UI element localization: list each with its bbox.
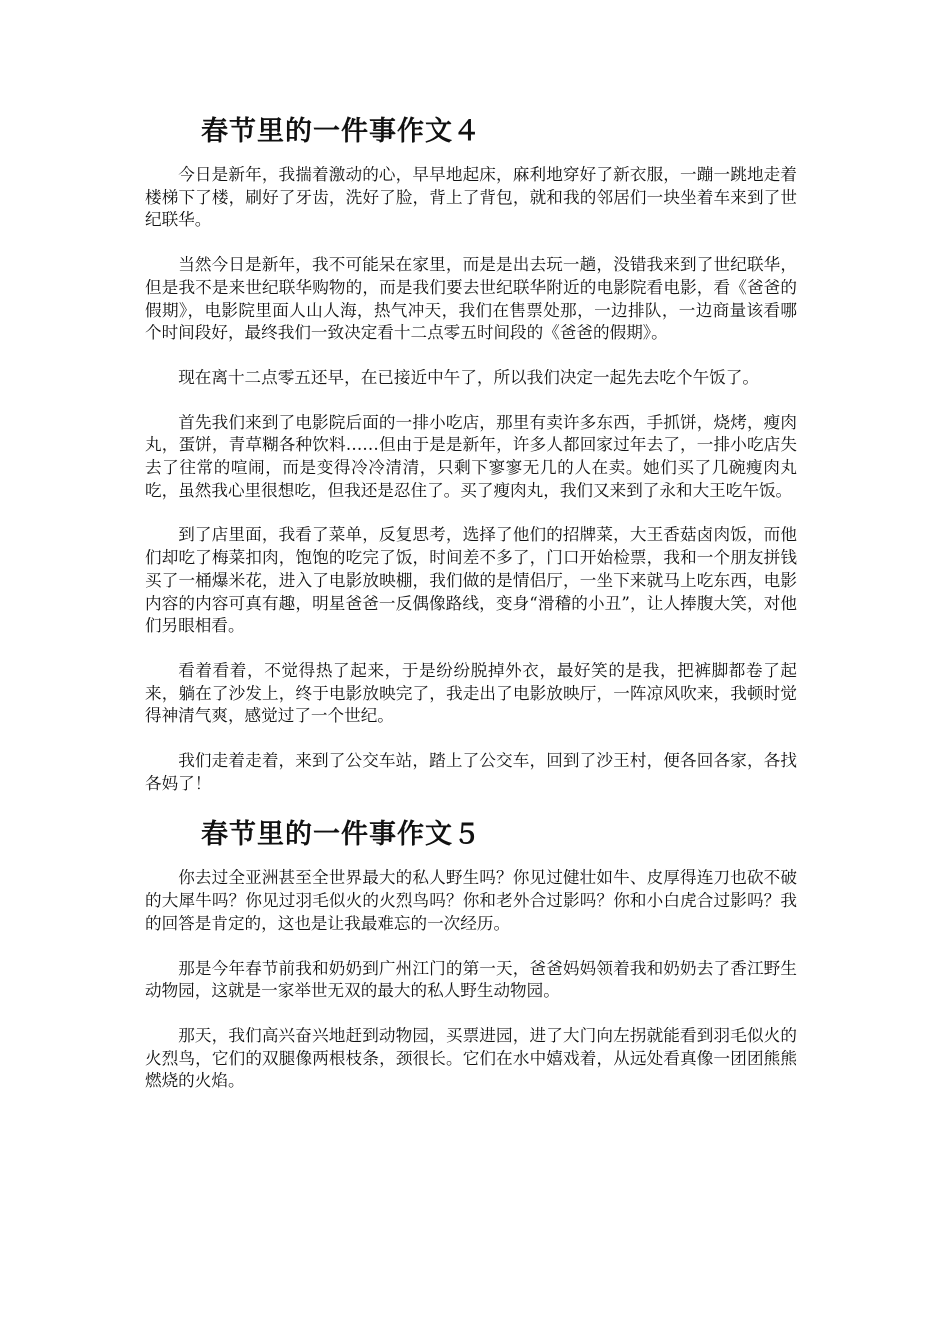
essay-title: 春节里的一件事作文４: [201, 116, 481, 147]
paragraph: 我们走着走着，来到了公交车站，踏上了公交车，回到了沙王村，便各回各家，各找各妈了！: [145, 751, 797, 793]
paragraph: 到了店里面，我看了菜单，反复思考，选择了他们的招牌菜，大王香菇卤肉饭，而他们却吃了梅菜扣肉，饱饱的吃完了饭，时间差不多了，门口开始检票，我和一个朋友拼钱买了一桶爆米花，进入了电影放映棚，我们做的是情侣厅，一坐下来就马上吃东西，电影内容的内容可真有趣，明星爸爸一反偶像路线，变身“滑稽的小丑”，让人捧腹大笑，对他们另眼相看。: [145, 525, 797, 636]
document-page: [145, 112, 797, 1115]
paragraph: 当然今日是新年，我不可能呆在家里，而是是出去玩一趟，没错我来到了世纪联华，但是我不是来世纪联华购物的，而是我们要去世纪联华附近的电影院看电影，看《爸爸的假期》，电影院里面人山人海，热气冲天，我们在售票处那，一边排队，一边商量该看哪个时间段好，最终我们一致决定看十二点零五时间段的《爸爸的假期》。: [145, 255, 797, 343]
essay-5: [145, 815, 797, 1093]
essay-title: 春节里的一件事作文５: [201, 819, 481, 851]
paragraph: 今日是新年，我揣着激动的心，早早地起床，麻利地穿好了新衣服，一蹦一跳地走着楼梯下了楼，刷好了牙齿，洗好了脸，背上了背包，就和我的邻居们一块坐着车来到了世纪联华。: [145, 165, 797, 230]
paragraph: 现在离十二点零五还早，在已接近中午了，所以我们决定一起先去吃个午饭了。: [178, 367, 759, 387]
paragraph: 那是今年春节前我和奶奶到广州江门的第一天，爸爸妈妈领着我和奶奶去了香江野生动物园，这就是一家举世无双的最大的私人野生动物园。: [145, 958, 797, 1001]
paragraph: 那天，我们高兴奋兴地赶到动物园，买票进园，进了大门向左拐就能看到羽毛似火的火烈鸟，它们的双腿像两根枝条，颈很长。它们在水中嬉戏着，从远处看真像一团团熊熊燃烧的火焰。: [145, 1025, 797, 1091]
essay-4: [145, 112, 797, 795]
paragraph: 首先我们来到了电影院后面的一排小吃店，那里有卖许多东西，手抓饼，烧烤，瘦肉丸，蛋饼，青草糊各种饮料……但由于是是新年，许多人都回家过年去了，一排小吃店失去了往常的喧闹，而是变得冷冷清清，只剩下寥寥无几的人在卖。她们买了几碗瘦肉丸吃，虽然我心里很想吃，但我还是忍住了。买了瘦肉丸，我们又来到了永和大王吃午饭。: [145, 412, 797, 500]
paragraph: 看着看着，不觉得热了起来，于是纷纷脱掉外衣，最好笑的是我，把裤脚都卷了起来，躺在了沙发上，终于电影放映完了，我走出了电影放映厅，一阵凉风吹来，我顿时觉得神清气爽，感觉过了一个世纪。: [145, 660, 797, 726]
paragraph: 你去过全亚洲甚至全世界最大的私人野生吗？你见过健壮如牛、皮厚得连刀也砍不破的大犀牛吗？你见过羽毛似火的火烈鸟吗？你和老外合过影吗？你和小白虎合过影吗？我的回答是肯定的，这也是让我最难忘的一次经历。: [145, 868, 797, 933]
